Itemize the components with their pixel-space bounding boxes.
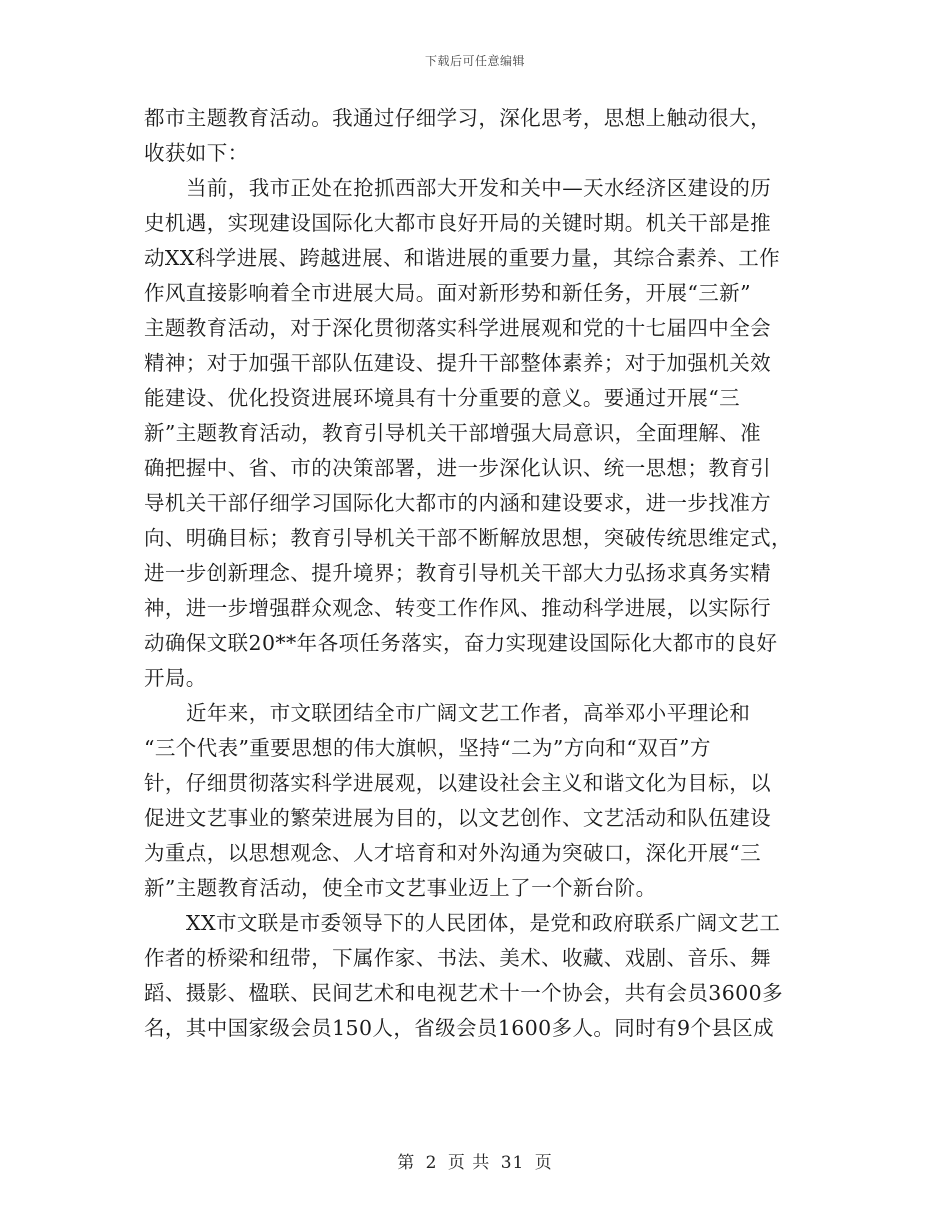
text-line: 能建设、优化投资进展环境具有十分重要的意义。要通过开展“三 — [144, 386, 741, 410]
text-line: 向、明确目标；教育引导机关干部不断解放思想，突破传统思维定式， — [144, 526, 792, 550]
text-line: 动XX科学进展、跨越进展、和谐进展的重要力量，其综合素养、工作 — [144, 246, 781, 270]
footer-prefix: 第 — [397, 1153, 416, 1173]
body-text — [144, 101, 802, 1046]
text-line: 作风直接影响着全市进展大局。面对新形势和新任务，开展“三新” — [144, 281, 751, 305]
text-line: 促进文艺事业的繁荣进展为目的，以文艺创作、文艺活动和队伍建设 — [144, 806, 771, 830]
text-line: 针，仔细贯彻落实科学进展观，以建设社会主义和谐文化为目标，以 — [144, 771, 771, 795]
paragraph-start-line: 近年来，市文联团结全市广阔文艺工作者，高举邓小平理论和 — [186, 701, 751, 725]
text-line: 导机关干部仔细学习国际化大都市的内涵和建设要求，进一步找准方 — [144, 491, 771, 515]
footer-page-number: 2 — [425, 1153, 438, 1173]
text-line: 新”主题教育活动，教育引导机关干部增强大局意识，全面理解、准 — [144, 421, 761, 445]
text-line: 史机遇，实现建设国际化大都市良好开局的关键时期。机关干部是推 — [144, 211, 771, 235]
text-line: 确把握中、省、市的决策部署，进一步深化认识、统一思想；教育引 — [144, 456, 771, 480]
paragraph-start-line: 当前，我市正处在抢抓西部大开发和关中—天水经济区建设的历 — [186, 176, 772, 200]
text-line: 神，进一步增强群众观念、转变工作作风、推动科学进展，以实际行 — [144, 596, 771, 620]
text-line: 名，其中国家级会员150人，省级会员1600多人。同时有9个县区成 — [144, 1016, 775, 1040]
text-line: 蹈、摄影、楹联、民间艺术和电视艺术十一个协会，共有会员3600多 — [144, 981, 783, 1005]
footer-total-pages: 31 — [500, 1153, 525, 1173]
text-line: 作者的桥梁和纽带，下属作家、书法、美术、收藏、戏剧、音乐、舞 — [144, 946, 771, 970]
text-line: 收获如下： — [144, 141, 249, 165]
text-line: “三个代表”重要思想的伟大旗帜，坚持“二为”方向和“双百”方 — [144, 736, 711, 760]
text-line: 都市主题教育活动。我通过仔细学习，深化思考，思想上触动很大， — [144, 106, 771, 130]
text-line: 开局。 — [144, 666, 207, 690]
text-line: 为重点，以思想观念、人才培育和对外沟通为突破口，深化开展“三 — [144, 841, 761, 865]
page-footer — [0, 1148, 950, 1173]
text-line: 动确保文联20**年各项任务落实，奋力实现建设国际化大都市的良好 — [144, 631, 778, 655]
footer-middle: 页 共 — [447, 1153, 491, 1173]
text-line: 进一步创新理念、提升境界；教育引导机关干部大力弘扬求真务实精 — [144, 561, 771, 585]
footer-suffix: 页 — [534, 1153, 553, 1173]
text-line: 新”主题教育活动，使全市文艺事业迈上了一个新台阶。 — [144, 876, 657, 900]
header-note: 下载后可任意编辑 — [424, 54, 525, 68]
paragraph-start-line: XX市文联是市委领导下的人民团体，是党和政府联系广阔文艺工 — [186, 911, 781, 935]
text-line: 主题教育活动，对于深化贯彻落实科学进展观和党的十七届四中全会 — [144, 316, 771, 340]
text-line: 精神；对于加强干部队伍建设、提升干部整体素养；对于加强机关效 — [144, 351, 771, 375]
